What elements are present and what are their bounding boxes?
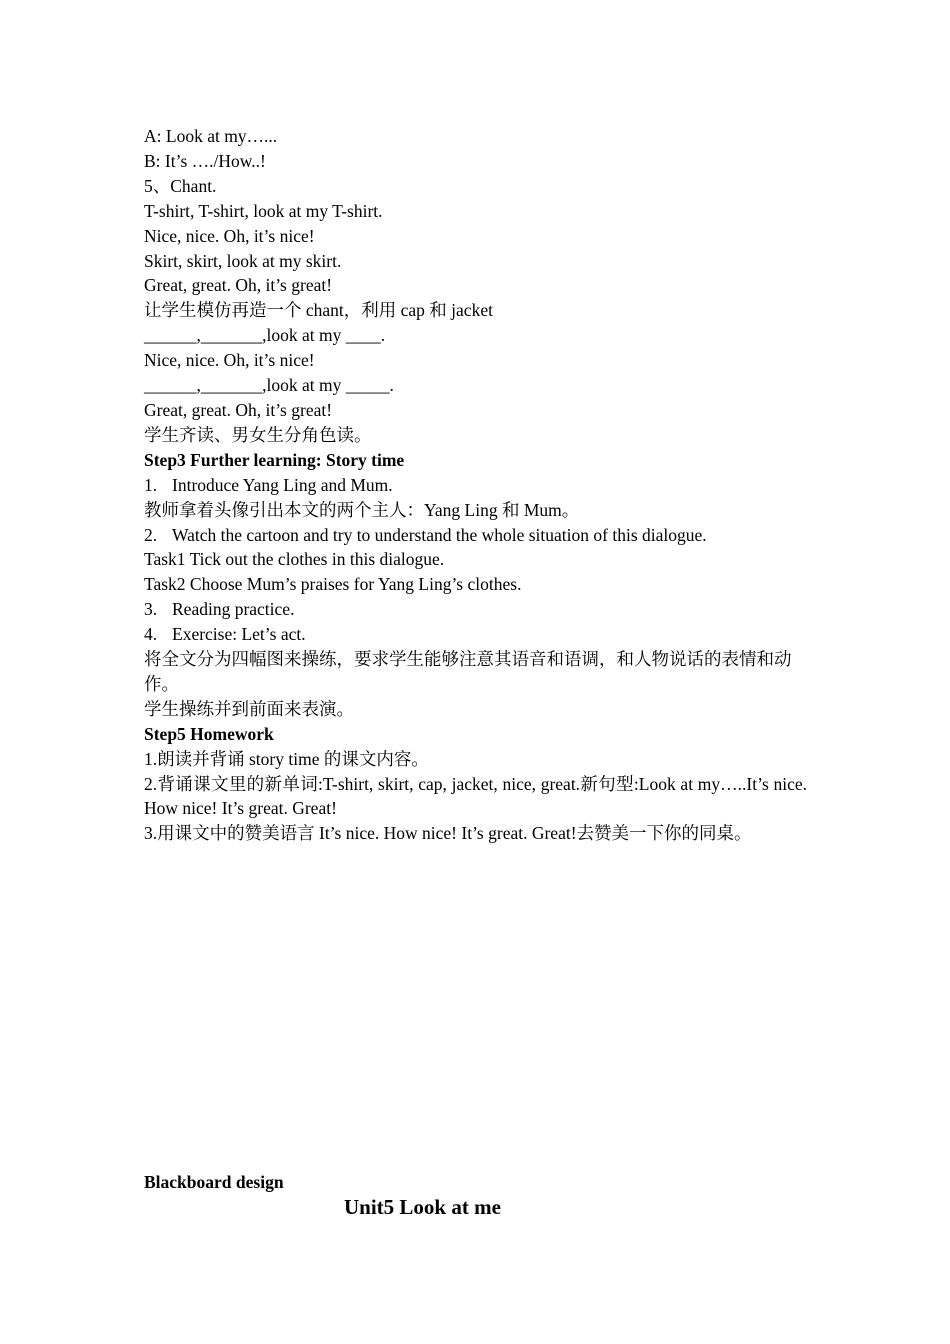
step3-heading: Step3 Further learning: Story time [144,449,405,470]
step3-item-1-note: 教师拿着头像引出本文的两个主人：Yang Ling 和 Mum。 [144,499,580,520]
homework-1: 1.朗读并背诵 story time 的课文内容。 [144,748,429,769]
step3-item-1 [144,473,807,498]
blackboard-unit-title: Unit5 Look at me [344,1195,501,1219]
step3-item-3-number: 3. [144,599,158,620]
task-2: Task2 Choose Mum’s praises for Yang Ling’s clothes. [144,574,522,595]
performance-note: 学生操练并到前面来表演。 [144,698,354,719]
blackboard-design-label: Blackboard design [144,1172,284,1192]
step3-item-4-text: Exercise: Let’s act. [172,624,306,645]
task-1: Task1 Tick out the clothes in this dialogue. [144,549,445,570]
chant-line-1: T-shirt, T-shirt, look at my T-shirt. [144,200,383,221]
step3-item-4 [144,622,807,647]
dialogue-line-a: A: Look at my…... [144,126,278,146]
step3-item-3 [144,597,807,622]
step3-item-2-text: Watch the cartoon and try to understand the whole situation of this dialogue. [172,524,707,545]
chant-line-2: Nice, nice. Oh, it’s nice! [144,225,315,246]
practice-note: 将全文分为四幅图来操练，要求学生能够注意其语音和语调，和人物说话的表情和动作。 [144,649,792,694]
reading-instruction: 学生齐读、男女生分角色读。 [144,424,372,445]
chant-blank-line-3: ______,_______,look at my _____. [144,375,394,396]
homework-2: 2.背诵课文里的新单词:T-shirt, skirt, cap, jacket, nice, great.新句型:Look at my…..It’s nice. How nice! It’s great. Great! [144,773,807,819]
homework-3: 3.用课文中的赞美语言 It’s nice. How nice! It’s great. Great!去赞美一下你的同桌。 [144,823,752,844]
chant-blank-line-2: Nice, nice. Oh, it’s nice! [144,350,315,371]
dialogue-line-b: B: It’s …./How..! [144,150,266,171]
step3-item-2 [144,523,807,548]
step3-item-2-number: 2. [144,524,158,545]
chant-instruction: 让学生模仿再造一个 chant，利用 cap 和 jacket [144,300,493,321]
step5-heading: Step5 Homework [144,723,274,744]
chant-heading: 5、Chant. [144,175,217,196]
step3-item-3-text: Reading practice. [172,599,295,620]
step3-item-4-number: 4. [144,624,158,645]
chant-line-3: Skirt, skirt, look at my skirt. [144,250,342,271]
step3-item-1-text: Introduce Yang Ling and Mum. [172,474,393,495]
chant-blank-line-1: ______,_______,look at my ____. [144,325,386,346]
chant-blank-line-4: Great, great. Oh, it’s great! [144,399,333,420]
chant-line-4: Great, great. Oh, it’s great! [144,275,333,296]
lesson-plan-body [144,124,807,846]
step3-item-1-number: 1. [144,474,158,495]
